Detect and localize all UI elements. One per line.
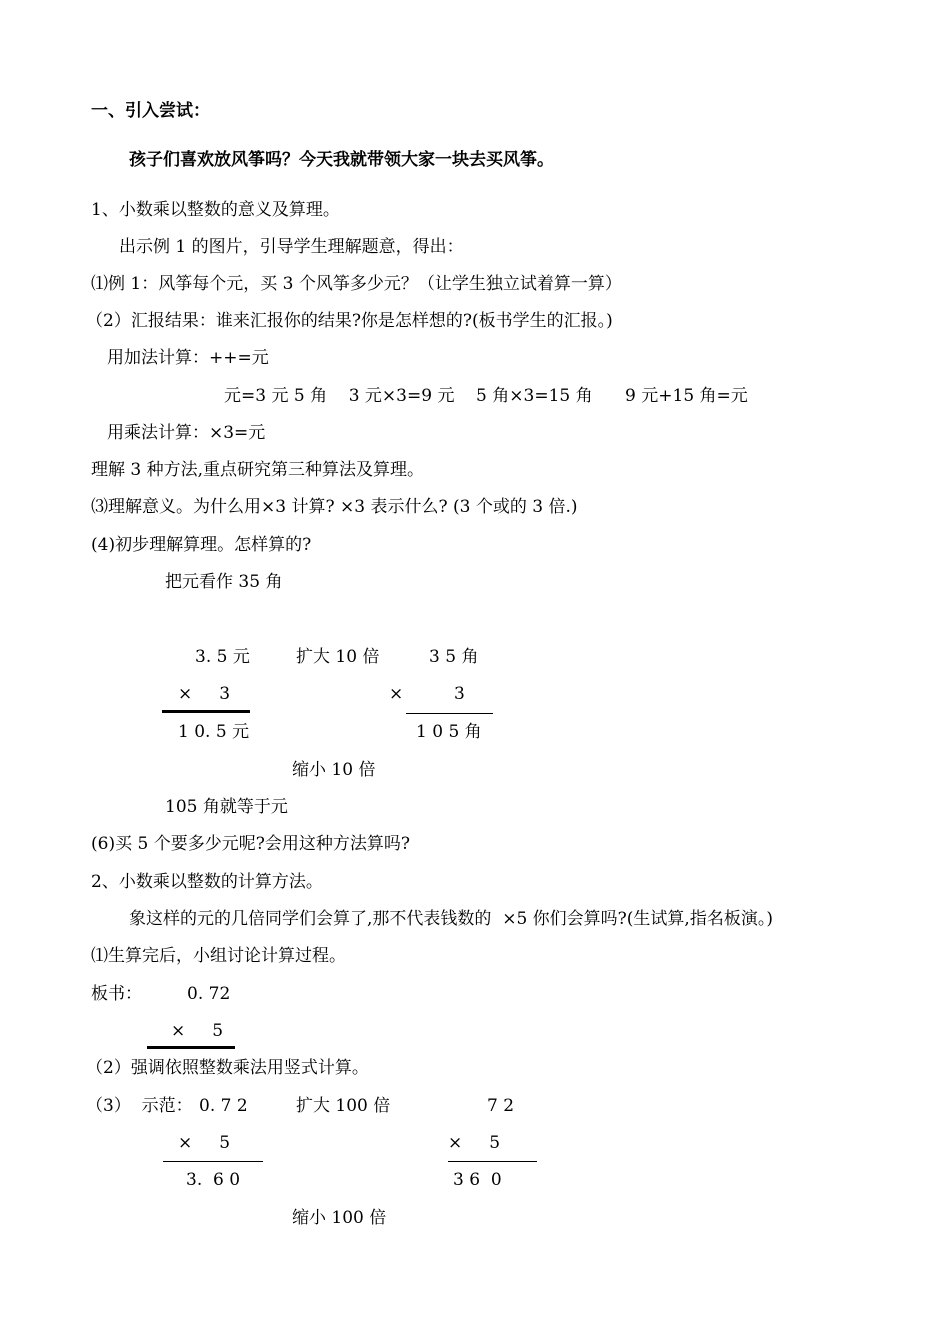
discuss-text: ⑴生算完后，小组讨论计算过程。	[91, 946, 346, 966]
board-multiplier: × 5	[171, 1021, 224, 1041]
conversion-method: 元=3 元 5 角 3 元×3=9 元 5 角×3=15 角 9 元+15 角=元	[224, 386, 748, 406]
board-line	[147, 1046, 235, 1049]
calc1-right-multiplier: 3	[454, 684, 465, 704]
board-label: 板书：	[91, 984, 142, 1004]
board-top-number: 0. 72	[187, 984, 231, 1004]
calc1-left-line	[162, 710, 250, 713]
calc2-shrink-label: 缩小 100 倍	[292, 1208, 387, 1228]
meaning-question: ⑶理解意义。为什么用×3 计算? ×3 表示什么? (3 个或的 3 倍.)	[91, 497, 578, 517]
calc2-left-top: 0. 7 2	[199, 1096, 248, 1116]
question-6-text: (6)买 5 个要多少元呢?会用这种方法算吗?	[91, 834, 410, 854]
calc2-left-multiplier: × 5	[178, 1133, 231, 1153]
section-2-title: 2、小数乘以整数的计算方法。	[91, 872, 323, 892]
calc1-shrink-label: 缩小 10 倍	[292, 760, 376, 780]
calc1-left-multiplier: × 3	[178, 684, 231, 704]
calc2-right-result: 3 6 0	[453, 1170, 502, 1190]
emphasize-text: （2）强调依照整数乘法用竖式计算。	[86, 1058, 369, 1078]
calc2-left-line	[163, 1161, 263, 1162]
regard-as-35-jiao: 把元看作 35 角	[165, 572, 283, 592]
show-example-text: 出示例 1 的图片，引导学生理解题意，得出：	[119, 237, 464, 257]
section-heading: 一、引入尝试：	[91, 101, 210, 121]
calc2-right-line	[448, 1161, 537, 1162]
equals-yuan-text: 105 角就等于元	[165, 797, 288, 817]
multiplication-method: 用乘法计算：×3=元	[107, 423, 266, 443]
calc1-expand-label: 扩大 10 倍	[296, 647, 380, 667]
calc1-left-top: 3. 5 元	[195, 647, 250, 667]
section-1-title: 1、小数乘以整数的意义及算理。	[91, 200, 340, 220]
calc2-label: （3） 示范：	[86, 1096, 193, 1116]
intro-text: 孩子们喜欢放风筝吗？今天我就带领大家一块去买风筝。	[129, 150, 554, 170]
report-result-text: （2）汇报结果：谁来汇报你的结果?你是怎样想的?(板书学生的汇报。)	[86, 311, 613, 331]
understand-methods: 理解 3 种方法,重点研究第三种算法及算理。	[91, 460, 425, 480]
calc2-right-multiplier: × 5	[448, 1133, 501, 1153]
calc1-right-result: 1 0 5 角	[416, 722, 482, 742]
calc1-right-line	[406, 713, 493, 714]
step-4-text: (4)初步理解算理。怎样算的?	[91, 535, 312, 555]
example-1-text: ⑴例 1：风筝每个元，买 3 个风筝多少元？（让学生独立试着算一算）	[91, 274, 622, 294]
calc1-left-result: 1 0. 5 元	[178, 722, 250, 742]
calc2-expand-label: 扩大 100 倍	[296, 1096, 391, 1116]
calc2-right-top: 7 2	[487, 1096, 515, 1116]
calc2-left-result: 3. 6 0	[186, 1170, 241, 1190]
calc1-right-times-sign: ×	[389, 684, 404, 704]
calc1-right-top: 3 5 角	[429, 647, 479, 667]
addition-method: 用加法计算：++=元	[107, 348, 269, 368]
section-2-intro: 象这样的元的几倍同学们会算了,那不代表钱数的 ×5 你们会算吗?(生试算,指名板演。)	[129, 909, 773, 929]
